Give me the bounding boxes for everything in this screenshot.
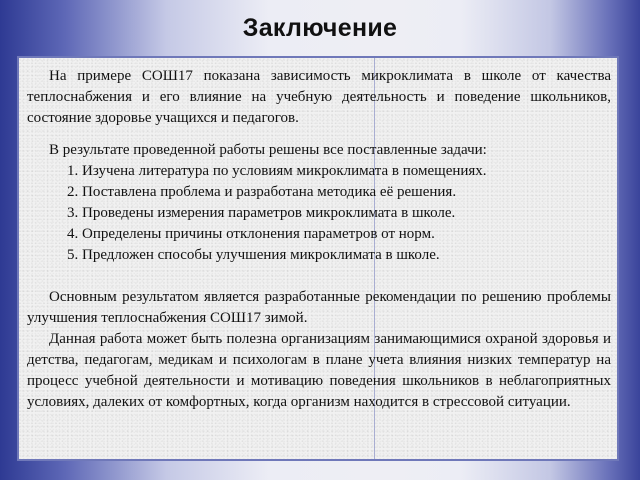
task-item: 4. Определены причины отклонения параметров от норм. bbox=[67, 226, 435, 242]
conclusion-text-box bbox=[17, 56, 619, 461]
task-item: 3. Проведены измерения параметров микроклимата в школе. bbox=[67, 205, 456, 221]
tasks-intro-paragraph: В результате проведенной работы решены все поставленные задачи: bbox=[49, 142, 487, 158]
slide-title: Заключение bbox=[242, 14, 398, 42]
spacer bbox=[27, 129, 611, 140]
task-item: 1. Изучена литература по условиям микроклимата в помещениях. bbox=[67, 163, 487, 179]
usefulness-paragraph: Данная работа может быть полезна организациям занимающимися охраной здоровья и детства, педагогам, медикам и психологам в плане учета влияния низких температур на процесс учебной деятельности и мотивацию поведения школьников в неблагоприятных условиях, далеких от комфортных, когда организм находится в стрессовой ситуации. bbox=[27, 331, 611, 410]
tasks-list bbox=[27, 161, 611, 266]
task-item: 5. Предложен способы улучшения микроклимата в школе. bbox=[67, 247, 440, 263]
intro-paragraph: На примере СОШ17 показана зависимость микроклимата в школе от качества теплоснабжения и его влияние на учебную деятельность и поведение школьников, состояние здоровье учащихся и педагогов. bbox=[27, 68, 611, 126]
task-item: 2. Поставлена проблема и разработана методика её решения. bbox=[67, 184, 457, 200]
main-result-paragraph: Основным результатом является разработанные рекомендации по решению проблемы улучшения теплоснабжения СОШ17 зимой. bbox=[27, 289, 611, 326]
spacer bbox=[27, 266, 611, 287]
